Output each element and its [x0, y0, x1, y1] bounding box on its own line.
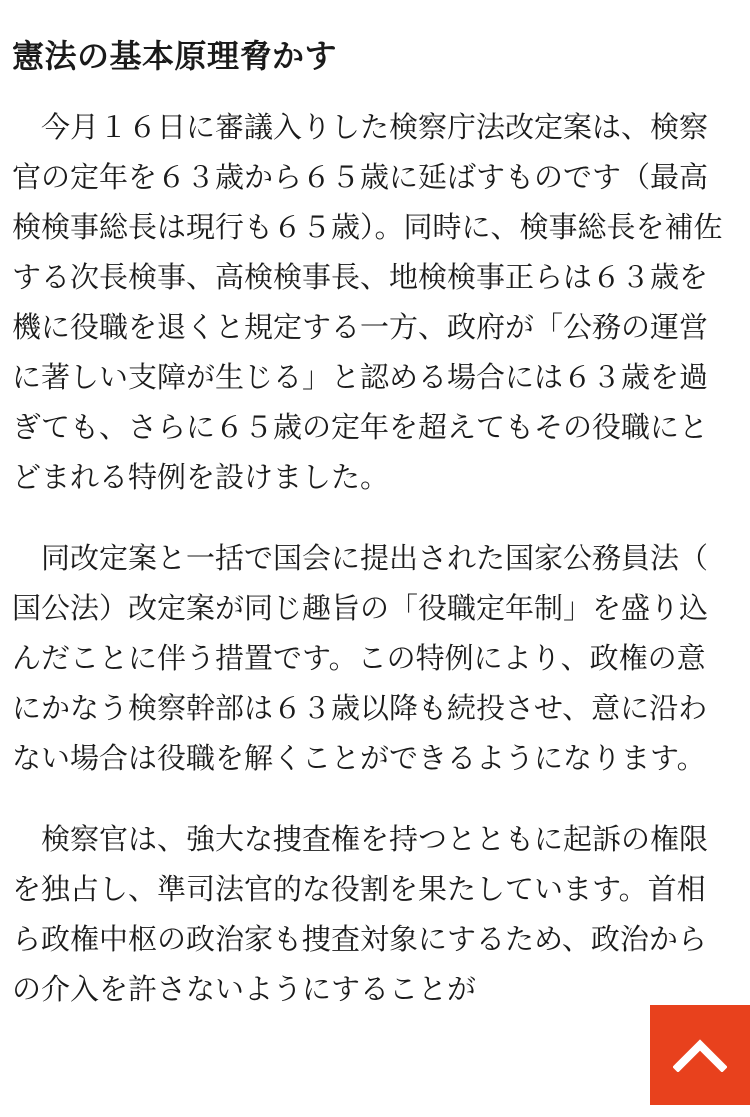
chevron-up-icon — [673, 1038, 727, 1072]
article-heading: 憲法の基本原理脅かす — [12, 37, 338, 75]
article-body — [12, 30, 724, 1045]
scroll-to-top-button[interactable] — [650, 1005, 750, 1105]
article-paragraph: 今月１６日に審議入りした検察庁法改定案は、検察官の定年を６３歳から６５歳に延ばすものです（最高検検事総長は現行も６５歳）。同時に、検事総長を補佐する次長検事、高検検事長、地検検事正らは６３歳を機に役職を退くと規定する一方、政府が「公務の運営に著しい支障が生じる」と認める場合には６３歳を過ぎても、さらに６５歳の定年を超えてもその役職にとどまれる特例を設けました。 — [12, 110, 723, 494]
article-paragraph: 検察官は、強大な捜査権を持つとともに起訴の権限を独占し、準司法官的な役割を果たしています。首相ら政権中枢の政治家も捜査対象にするため、政治からの介入を許さないようにすることが — [12, 822, 709, 1006]
article-paragraph: 同改定案と一括で国会に提出された国家公務員法（国公法）改定案が同じ趣旨の「役職定年制」を盛り込んだことに伴う措置です。この特例により、政権の意にかなう検察幹部は６３歳以降も続投させ、意に沿わない場合は役職を解くことができるようになります。 — [12, 541, 709, 775]
